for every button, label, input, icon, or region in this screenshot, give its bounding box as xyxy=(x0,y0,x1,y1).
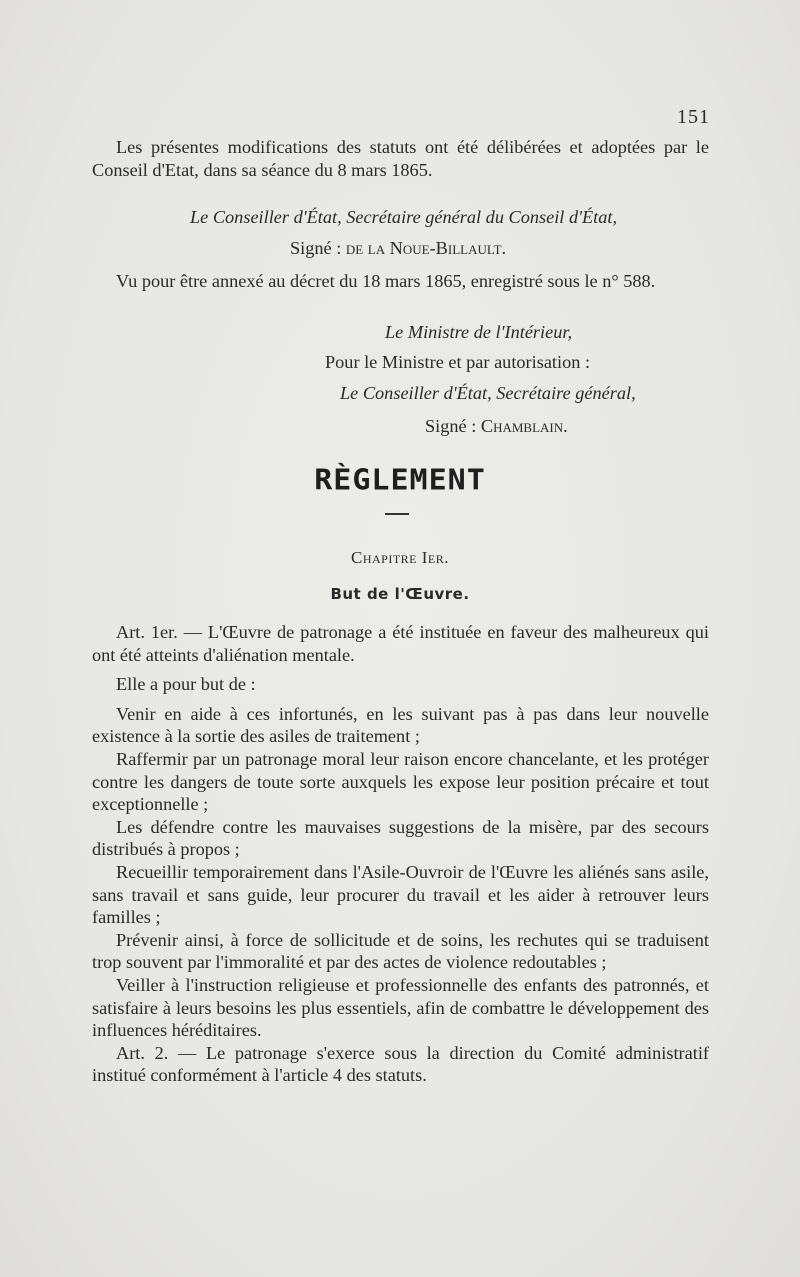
purpose-intro-paragraph: Elle a pour but de : xyxy=(116,674,256,695)
purpose-paragraph: Raffermir par un patronage moral leur raison encore chancelante, et les protéger contre les dangers de toute sorte auxquels les expose leur position précaire et tout exceptionnelle ; xyxy=(92,748,709,815)
purpose-paragraph: Recueillir temporairement dans l'Asile-Ouvroir de l'Œuvre les aliénés sans asile, sans travail et sans guide, leur procurer du travail et les aider à retrouver leurs familles ; xyxy=(92,861,709,928)
minister-line: Le Ministre de l'Intérieur, xyxy=(385,322,573,342)
heading-divider xyxy=(385,513,409,515)
authorization-line: Pour le Ministre et par autorisation : xyxy=(325,352,591,372)
purpose-paragraph: Venir en aide à ces infortunés, en les suivant pas à pas dans leur nouvelle existence à la sortie des asiles de traitement ; xyxy=(92,703,709,747)
signatory-title: Le Conseiller d'État, Secrétaire général du Conseil d'État, xyxy=(190,207,618,227)
annex-signed-name: Chamblain. xyxy=(480,416,568,436)
page-number: 151 xyxy=(677,106,710,128)
purpose-paragraph: Prévenir ainsi, à force de sollicitude et de soins, les rechutes qui se traduisent trop souvent par l'immoralité et par des actes de violence redoutables ; xyxy=(92,929,709,973)
signatory-name: de la Noue-Billault. xyxy=(345,238,507,258)
chapter-heading: Chapitre Ier. xyxy=(351,548,449,567)
article-2-paragraph: Art. 2. — Le patronage s'exerce sous la direction du Comité administratif institué conformément à l'article 4 des statuts. xyxy=(92,1042,709,1086)
chapter-title: But de l'Œuvre. xyxy=(330,585,470,603)
annex-paragraph: Vu pour être annexé au décret du 18 mars 1865, enregistré sous le n° 588. xyxy=(116,271,656,291)
annex-signature xyxy=(425,415,568,438)
intro-paragraph: Les présentes modifications des statuts ont été délibérées et adoptées par le Conseil d'Etat, dans sa séance du 8 mars 1865. xyxy=(92,137,709,180)
purpose-paragraph: Les défendre contre les mauvaises suggestions de la misère, par des secours distribués à propos ; xyxy=(92,816,709,860)
article-1-paragraph: Art. 1er. — L'Œuvre de patronage a été instituée en faveur des malheureux qui ont été atteints d'aliénation mentale. xyxy=(92,622,709,665)
signed-label: Signé : xyxy=(290,238,346,258)
signatory-signature xyxy=(290,237,506,260)
reglement-heading: RÈGLEMENT xyxy=(314,463,486,498)
reglement-body xyxy=(92,621,709,1087)
secretary-line: Le Conseiller d'État, Secrétaire général, xyxy=(340,383,636,403)
signed-label: Signé : xyxy=(425,416,481,436)
purpose-paragraph: Veiller à l'instruction religieuse et professionnelle des enfants des patronnés, et satisfaire à leurs besoins les plus essentiels, afin de combattre le développement des influences héréditaires. xyxy=(92,974,709,1041)
